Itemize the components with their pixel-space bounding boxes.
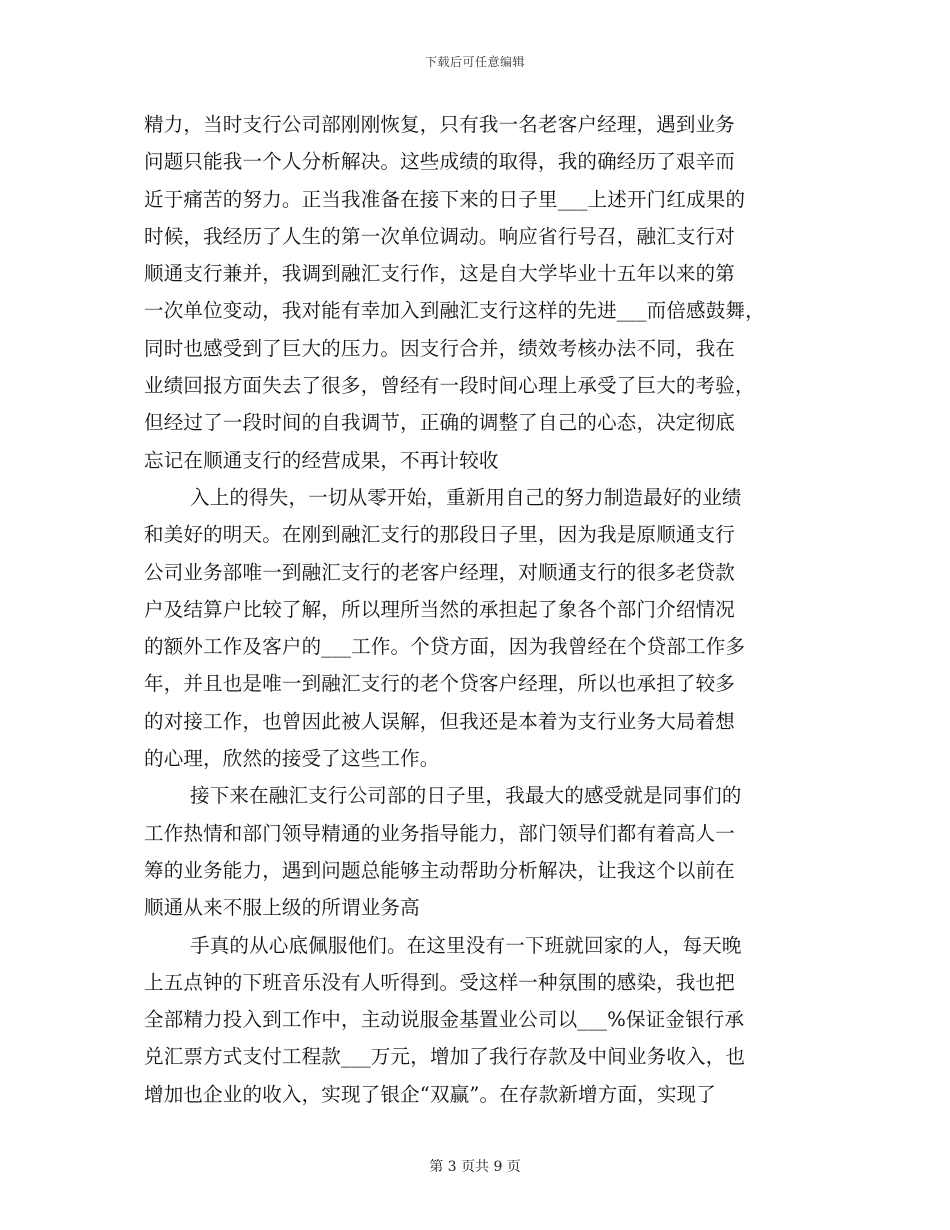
paragraph-start-line: 入上的得失，一切从零开始，重新用自己的努力制造最好的业绩 (190, 485, 742, 509)
body-line: 时候，我经历了人生的第一次单位调动。响应省行号召，融汇支行对 (144, 224, 736, 248)
body-line: 筹的业务能力，遇到问题总能够主动帮助分析解决，让我这个以前在 (144, 858, 736, 882)
body-line: 的额外工作及客户的___工作。个贷方面，因为我曾经在个贷部工作多 (144, 635, 746, 659)
body-line: 的对接工作，也曾因此被人误解，但我还是本着为支行业务大局着想 (144, 709, 736, 733)
body-line: 顺通支行兼并，我调到融汇支行作，这是自大学毕业十五年以来的第 (144, 262, 736, 286)
body-line: 和美好的明天。在刚到融汇支行的那段日子里，因为我是原顺通支行 (144, 523, 736, 547)
page-footer: 第 3 页共 9 页 (429, 1159, 521, 1175)
body-line: 上五点钟的下班音乐没有人听得到。受这样一种氛围的感染，我也把 (144, 970, 736, 994)
body-line: 公司业务部唯一到融汇支行的老客户经理，对顺通支行的很多老贷款 (144, 560, 736, 584)
body-line: 业绩回报方面失去了很多，曾经有一段时间心理上承受了巨大的考验， (144, 374, 755, 398)
body-line: 年，并且也是唯一到融汇支行的老个贷客户经理，所以也承担了较多 (144, 672, 736, 696)
body-line: 顺通从来不服上级的所谓业务高 (144, 896, 420, 920)
paragraph-start-line: 接下来在融汇支行公司部的日子里，我最大的感受就是同事们的 (190, 784, 742, 808)
body-line: 的心理，欣然的接受了这些工作。 (144, 747, 440, 771)
document-body (144, 106, 814, 1113)
body-line: 精力，当时支行公司部刚刚恢复，只有我一名老客户经理，遇到业务 (144, 113, 736, 136)
body-line: 兑汇票方式支付工程款___万元，增加了我行存款及中间业务收入，也 (144, 1045, 746, 1069)
body-line: 工作热情和部门领导精通的业务指导能力，部门领导们都有着高人一 (144, 821, 736, 845)
body-line: 全部精力投入到工作中，主动说服金基置业公司以___%保证金银行承 (144, 1008, 745, 1032)
body-line: 户及结算户比较了解，所以理所当然的承担起了象各个部门介绍情况 (144, 597, 736, 621)
body-line: 问题只能我一个人分析解决。这些成绩的取得，我的确经历了艰辛而 (144, 150, 736, 174)
body-line: 但经过了一段时间的自我调节，正确的调整了自己的心态，决定彻底 (144, 411, 736, 435)
page-header: 下载后可任意编辑 (424, 55, 525, 69)
body-line: 一次单位变动，我对能有幸加入到融汇支行这样的先进___而倍感鼓舞， (144, 299, 765, 323)
body-line: 增加也企业的收入，实现了银企“双赢”。在存款新增方面，实现了 (144, 1082, 716, 1106)
paragraph-start-line: 手真的从心底佩服他们。在这里没有一下班就回家的人，每天晚 (190, 933, 742, 957)
body-line: 忘记在顺通支行的经营成果，不再计较收 (144, 448, 499, 472)
body-line: 近于痛苦的努力。正当我准备在接下来的日子里___上述开门红成果的 (144, 187, 746, 211)
body-line: 同时也感受到了巨大的压力。因支行合并，绩效考核办法不同，我在 (144, 336, 736, 360)
